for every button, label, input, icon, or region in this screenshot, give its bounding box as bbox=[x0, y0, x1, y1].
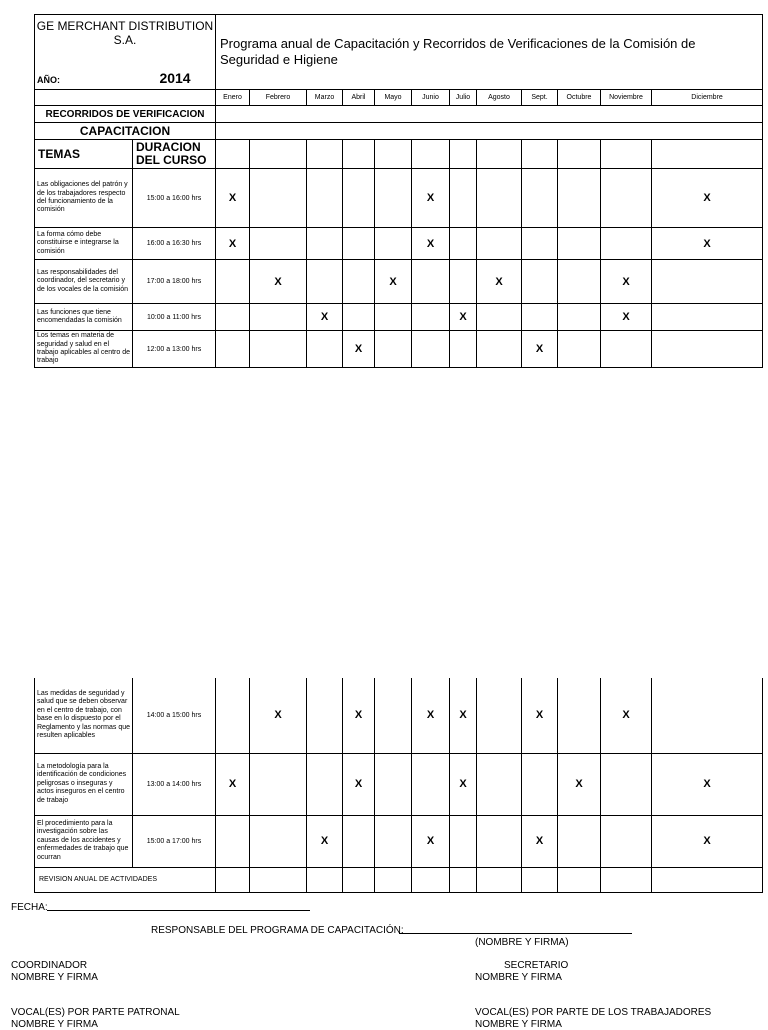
month-mark: X bbox=[522, 678, 558, 753]
month-cell bbox=[558, 169, 601, 228]
fecha-line bbox=[47, 910, 310, 911]
table-row bbox=[35, 678, 763, 753]
month-cell-blank bbox=[652, 867, 763, 892]
month-cell-blank bbox=[477, 140, 522, 169]
duration-cell: 14:00 a 15:00 hrs bbox=[133, 678, 216, 753]
month-cell bbox=[601, 228, 652, 260]
duration-cell: 15:00 a 17:00 hrs bbox=[133, 815, 216, 867]
month-cell bbox=[477, 815, 522, 867]
month-header: Enero bbox=[216, 90, 250, 106]
capacitacion-row-blank bbox=[216, 123, 763, 140]
month-header: Marzo bbox=[307, 90, 343, 106]
month-mark: X bbox=[343, 753, 375, 815]
month-header: Julio bbox=[450, 90, 477, 106]
month-cell bbox=[343, 169, 375, 228]
month-mark: X bbox=[343, 331, 375, 368]
table-row bbox=[35, 304, 763, 331]
month-cell-blank bbox=[601, 140, 652, 169]
month-mark: X bbox=[601, 260, 652, 304]
month-cell-blank bbox=[216, 140, 250, 169]
section-capacitacion: CAPACITACION bbox=[35, 123, 216, 140]
month-header: Diciembre bbox=[652, 90, 763, 106]
month-cell bbox=[477, 169, 522, 228]
month-cell bbox=[450, 169, 477, 228]
month-cell bbox=[477, 331, 522, 368]
recorridos-row-blank bbox=[216, 106, 763, 123]
month-cell-blank bbox=[450, 867, 477, 892]
month-cell bbox=[375, 815, 412, 867]
month-cell bbox=[216, 331, 250, 368]
table-row bbox=[35, 260, 763, 304]
vocal-trabajadores-label: VOCAL(ES) POR PARTE DE LOS TRABAJADORES bbox=[475, 1007, 712, 1018]
month-mark: X bbox=[558, 753, 601, 815]
year-label: AÑO: bbox=[37, 75, 60, 86]
month-mark: X bbox=[652, 169, 763, 228]
month-cell-blank bbox=[558, 140, 601, 169]
month-cell bbox=[307, 331, 343, 368]
month-cell bbox=[450, 815, 477, 867]
month-cell-blank bbox=[375, 867, 412, 892]
month-cell-blank bbox=[558, 867, 601, 892]
month-cell bbox=[558, 678, 601, 753]
month-mark: X bbox=[216, 753, 250, 815]
month-header: Octubre bbox=[558, 90, 601, 106]
month-cell bbox=[601, 815, 652, 867]
month-cell bbox=[601, 331, 652, 368]
year-value: 2014 bbox=[159, 70, 191, 87]
month-mark: X bbox=[343, 678, 375, 753]
vocal-patronal-label: VOCAL(ES) POR PARTE PATRONAL bbox=[11, 1007, 180, 1018]
month-cell bbox=[250, 304, 307, 331]
responsable-label: RESPONSABLE DEL PROGRAMA DE CAPACITACIÓN: bbox=[151, 925, 404, 936]
month-mark: X bbox=[601, 678, 652, 753]
table-row bbox=[35, 228, 763, 260]
month-cell bbox=[522, 169, 558, 228]
month-cell bbox=[250, 331, 307, 368]
program-table-top bbox=[34, 14, 763, 368]
month-cell bbox=[375, 753, 412, 815]
month-cell bbox=[477, 228, 522, 260]
fecha-label: FECHA: bbox=[11, 902, 48, 913]
month-cell bbox=[477, 753, 522, 815]
month-cell bbox=[477, 678, 522, 753]
month-cell-blank bbox=[343, 140, 375, 169]
month-mark: X bbox=[652, 753, 763, 815]
month-mark: X bbox=[250, 260, 307, 304]
section-recorridos: RECORRIDOS DE VERIFICACION bbox=[35, 106, 216, 123]
month-mark: X bbox=[652, 815, 763, 867]
month-cell bbox=[522, 304, 558, 331]
topic-cell: El procedimiento para la investigación sobre las causas de los accidentes y enfermedades de trabajo que ocurran bbox=[35, 815, 133, 867]
month-cell-blank bbox=[343, 867, 375, 892]
duration-cell: 15:00 a 16:00 hrs bbox=[133, 169, 216, 228]
month-cell bbox=[375, 169, 412, 228]
duration-cell: 12:00 a 13:00 hrs bbox=[133, 331, 216, 368]
month-mark: X bbox=[450, 753, 477, 815]
month-cell bbox=[522, 260, 558, 304]
duration-cell: 13:00 a 14:00 hrs bbox=[133, 753, 216, 815]
table-row bbox=[35, 815, 763, 867]
month-header-blank bbox=[35, 90, 216, 106]
month-cell bbox=[307, 260, 343, 304]
month-mark: X bbox=[450, 304, 477, 331]
month-cell-blank bbox=[450, 140, 477, 169]
responsable-line bbox=[399, 933, 632, 934]
month-cell bbox=[652, 304, 763, 331]
month-mark: X bbox=[412, 678, 450, 753]
month-cell bbox=[652, 678, 763, 753]
month-header: Junio bbox=[412, 90, 450, 106]
month-cell-blank bbox=[412, 867, 450, 892]
month-mark: X bbox=[522, 331, 558, 368]
month-cell-blank bbox=[477, 867, 522, 892]
month-cell bbox=[343, 228, 375, 260]
month-cell bbox=[343, 260, 375, 304]
month-cell-blank bbox=[412, 140, 450, 169]
month-cell-blank bbox=[652, 140, 763, 169]
month-header: Noviembre bbox=[601, 90, 652, 106]
month-header: Agosto bbox=[477, 90, 522, 106]
month-cell bbox=[601, 753, 652, 815]
month-cell bbox=[216, 260, 250, 304]
coordinador-sign: NOMBRE Y FIRMA bbox=[11, 972, 98, 983]
month-cell-blank bbox=[216, 867, 250, 892]
month-cell bbox=[601, 169, 652, 228]
month-cell bbox=[522, 228, 558, 260]
month-cell-blank bbox=[375, 140, 412, 169]
month-cell-blank bbox=[307, 140, 343, 169]
month-cell bbox=[652, 331, 763, 368]
company-name: GE MERCHANT DISTRIBUTION S.A. bbox=[35, 15, 216, 70]
month-cell bbox=[652, 260, 763, 304]
month-cell-blank bbox=[307, 867, 343, 892]
month-mark: X bbox=[450, 678, 477, 753]
month-cell bbox=[250, 753, 307, 815]
month-cell bbox=[558, 260, 601, 304]
month-cell bbox=[375, 678, 412, 753]
month-mark: X bbox=[412, 228, 450, 260]
month-mark: X bbox=[375, 260, 412, 304]
duration-cell: 10:00 a 11:00 hrs bbox=[133, 304, 216, 331]
vocal-trabajadores-sign: NOMBRE Y FIRMA bbox=[475, 1019, 562, 1030]
topic-cell: Las responsabilidades del coordinador, del secretario y de los vocales de la comisión bbox=[35, 260, 133, 304]
month-cell bbox=[216, 815, 250, 867]
month-mark: X bbox=[522, 815, 558, 867]
month-mark: X bbox=[477, 260, 522, 304]
month-cell bbox=[343, 304, 375, 331]
month-cell bbox=[307, 753, 343, 815]
month-cell bbox=[250, 815, 307, 867]
table-row bbox=[35, 331, 763, 368]
program-table-bottom bbox=[34, 678, 763, 893]
month-cell bbox=[450, 228, 477, 260]
topic-cell: Las medidas de seguridad y salud que se deben observar en el centro de trabajo, con base en lo dispuesto por el Reglamento y las normas que resulten aplicables bbox=[35, 678, 133, 753]
month-cell bbox=[450, 331, 477, 368]
month-mark: X bbox=[307, 815, 343, 867]
month-cell bbox=[307, 678, 343, 753]
month-cell bbox=[477, 304, 522, 331]
month-cell bbox=[216, 304, 250, 331]
month-cell-blank bbox=[250, 867, 307, 892]
month-cell bbox=[250, 169, 307, 228]
topic-cell: La forma cómo debe constituirse e integrarse la comisión bbox=[35, 228, 133, 260]
topic-cell: La metodología para la identificación de condiciones peligrosas o inseguras y actos inseguros en el centro de trabajo bbox=[35, 753, 133, 815]
responsable-sign: (NOMBRE Y FIRMA) bbox=[475, 937, 569, 948]
topic-cell: Los temas en materia de seguridad y salud en el trabajo aplicables al centro de trabajo bbox=[35, 331, 133, 368]
month-mark: X bbox=[216, 169, 250, 228]
month-header: Sept. bbox=[522, 90, 558, 106]
month-cell bbox=[375, 304, 412, 331]
month-cell bbox=[558, 304, 601, 331]
table-row bbox=[35, 753, 763, 815]
month-mark: X bbox=[601, 304, 652, 331]
topic-cell: Las obligaciones del patrón y de los trabajadores respecto del funcionamiento de la comisión bbox=[35, 169, 133, 228]
month-mark: X bbox=[412, 169, 450, 228]
topic-cell: Las funciones que tiene encomendadas la comisión bbox=[35, 304, 133, 331]
month-mark: X bbox=[652, 228, 763, 260]
month-mark: X bbox=[412, 815, 450, 867]
month-cell bbox=[558, 331, 601, 368]
month-cell-blank bbox=[250, 140, 307, 169]
coordinador-label: COORDINADOR bbox=[11, 960, 88, 971]
month-cell bbox=[558, 228, 601, 260]
month-cell bbox=[450, 260, 477, 304]
month-cell-blank bbox=[522, 867, 558, 892]
month-cell-blank bbox=[522, 140, 558, 169]
month-mark: X bbox=[250, 678, 307, 753]
month-mark: X bbox=[216, 228, 250, 260]
revision-label: REVISION ANUAL DE ACTIVIDADES bbox=[35, 867, 216, 892]
year-cell bbox=[35, 70, 216, 90]
secretario-label: SECRETARIO bbox=[504, 960, 569, 971]
month-cell bbox=[216, 678, 250, 753]
month-cell bbox=[307, 169, 343, 228]
month-cell bbox=[558, 815, 601, 867]
month-cell bbox=[250, 228, 307, 260]
month-cell bbox=[375, 228, 412, 260]
month-header: Mayo bbox=[375, 90, 412, 106]
month-cell bbox=[412, 304, 450, 331]
month-cell bbox=[522, 753, 558, 815]
table-row bbox=[35, 169, 763, 228]
month-cell bbox=[412, 260, 450, 304]
col-temas: TEMAS bbox=[35, 140, 133, 169]
month-cell bbox=[412, 331, 450, 368]
month-cell-blank bbox=[601, 867, 652, 892]
month-header: Febrero bbox=[250, 90, 307, 106]
secretario-sign: NOMBRE Y FIRMA bbox=[475, 972, 562, 983]
program-title: Programa anual de Capacitación y Recorridos de Verificaciones de la Comisión de Seguridad e Higiene bbox=[216, 15, 763, 90]
month-cell bbox=[412, 753, 450, 815]
vocal-patronal-sign: NOMBRE Y FIRMA bbox=[11, 1019, 98, 1030]
col-duracion: DURACION DEL CURSO bbox=[133, 140, 216, 169]
month-cell bbox=[375, 331, 412, 368]
duration-cell: 17:00 a 18:00 hrs bbox=[133, 260, 216, 304]
month-header: Abril bbox=[343, 90, 375, 106]
duration-cell: 16:00 a 16:30 hrs bbox=[133, 228, 216, 260]
month-cell bbox=[307, 228, 343, 260]
month-mark: X bbox=[307, 304, 343, 331]
month-cell bbox=[343, 815, 375, 867]
